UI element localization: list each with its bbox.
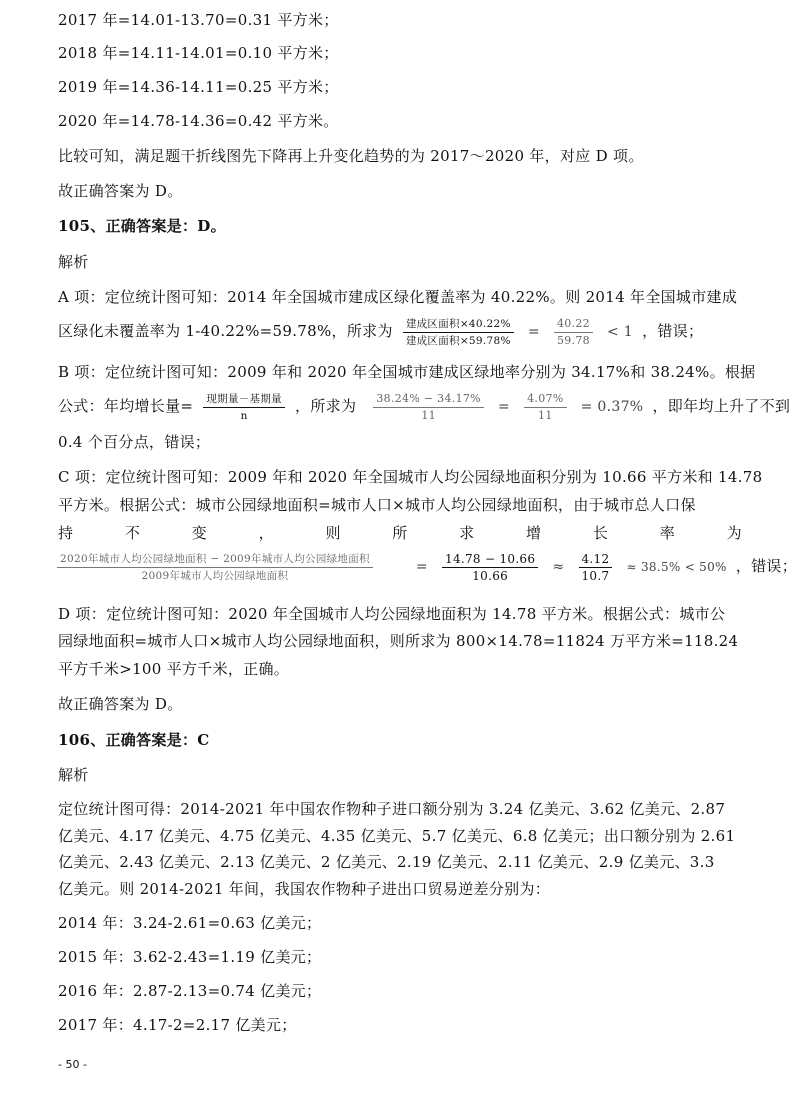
fraction-denominator: 59.78 (556, 333, 590, 347)
result-value: ≈ 38.5% < 50% (626, 560, 727, 574)
q105-option-c-fraction2 (442, 552, 538, 583)
q105-option-b-post: ，即年均上升了不到 (652, 397, 791, 415)
q105-option-d-line3: 平方千米>100 平方千米，正确。 (58, 660, 290, 678)
q105-option-b-line1: B 项：定位统计图可知：2009 年和 2020 年全国城市建成区绿地率分别为 34.17%和 38.24%。根据 (58, 363, 756, 381)
justified-char: 长 (592, 524, 609, 542)
q105-option-b-fraction2 (373, 392, 484, 423)
q105-heading: 105、正确答案是：D。 (58, 217, 226, 235)
fraction-numerator: 4.12 (579, 552, 613, 568)
equals-sign: = (527, 324, 540, 340)
justified-char: ， (258, 524, 274, 542)
q106-analysis-label: 解析 (58, 766, 89, 784)
page-number: - 50 - (58, 1058, 87, 1071)
q105-option-c-verdict: ，错误； (735, 557, 798, 575)
fraction-numerator: 现期量－基期量 (203, 392, 285, 408)
calc-2018: 2018 年=14.11-14.01=0.10 平方米； (58, 44, 339, 62)
fraction-denominator: 2009年城市人均公园绿地面积 (141, 569, 289, 582)
q105-option-c-fraction1 (57, 552, 373, 583)
fraction-numerator: 建成区面积×40.22% (403, 317, 514, 333)
q105-option-c-line3 (58, 523, 742, 543)
q105-option-a-verdict: ，错误； (642, 322, 704, 340)
q106-paragraph-line4: 亿美元。则 2014-2021 年间，我国农作物种子进出口贸易逆差分别为： (58, 880, 551, 898)
q105-option-b-line2 (58, 388, 790, 425)
q105-conclusion: 故正确答案为 D。 (58, 695, 183, 713)
comparison-text: 比较可知，满足题干折线图先下降再上升变化趋势的为 2017～2020 年，对应 D 项。 (58, 147, 644, 165)
q106-calc-2017: 2017 年：4.17-2=2.17 亿美元； (58, 1016, 297, 1034)
approx-sign: ≈ (552, 559, 565, 575)
q105-option-c-formula (52, 549, 797, 584)
q106-calc-2015: 2015 年：3.62-2.43=1.19 亿美元； (58, 948, 322, 966)
conclusion-104: 故正确答案为 D。 (58, 182, 183, 200)
q105-option-c-fraction3 (579, 552, 613, 583)
q105-option-d-line2: 园绿地面积=城市人口×城市人均公园绿地面积，则所求为 800×14.78=11824 万平方米=118.24 (58, 632, 739, 650)
equals-sign: = (415, 559, 428, 575)
justified-char: 不 (124, 524, 141, 542)
calc-2020: 2020 年=14.78-14.36=0.42 平方米。 (58, 112, 339, 130)
q106-paragraph-line2: 亿美元、4.17 亿美元、4.75 亿美元、4.35 亿美元、5.7 亿美元、6.8 亿美元；出口额分别为 2.61 (58, 827, 736, 845)
fraction-numerator: 14.78 − 10.66 (442, 552, 538, 568)
q106-heading: 106、正确答案是：C (58, 731, 210, 749)
justified-char: 则 (325, 524, 341, 542)
calc-2019: 2019 年=14.36-14.11=0.25 平方米； (58, 78, 339, 96)
justified-char: 变 (191, 524, 208, 542)
fraction-numerator: 4.07% (524, 392, 566, 408)
q105-option-c-line2: 平方米。根据公式：城市公园绿地面积=城市人口×城市人均公园绿地面积，由于城市总人口保 (58, 496, 696, 514)
q105-option-a-text: 区绿化未覆盖率为 1-40.22%=59.78%，所求为 (58, 322, 393, 340)
q105-option-b-fraction3 (524, 392, 566, 423)
less-than-one: < 1 (607, 324, 634, 340)
q106-paragraph-line3: 亿美元、2.43 亿美元、2.13 亿美元、2 亿美元、2.19 亿美元、2.11 亿美元、2.9 亿美元、3.3 (58, 853, 715, 871)
fraction-denominator: 10.66 (472, 568, 509, 583)
fraction-numerator: 2020年城市人均公园绿地面积 − 2009年城市人均公园绿地面积 (57, 552, 373, 568)
q105-option-b-mid: ，所求为 (295, 397, 357, 415)
justified-char: 所 (392, 524, 408, 542)
q105-option-b-line3: 0.4 个百分点，错误； (58, 433, 211, 451)
q105-option-c-line1: C 项：定位统计图可知：2009 年和 2020 年全国城市人均公园绿地面积分别为 10.66 平方米和 14.78 (58, 468, 763, 486)
fraction-numerator: 38.24% − 34.17% (373, 392, 484, 408)
justified-char: 率 (659, 524, 676, 542)
q106-calc-2014: 2014 年：3.24-2.61=0.63 亿美元； (58, 914, 322, 932)
fraction-numerator: 40.22 (554, 317, 593, 333)
q106-paragraph-line1: 定位统计图可得：2014-2021 年中国农作物种子进口额分别为 3.24 亿美元、3.62 亿美元、2.87 (58, 800, 726, 818)
q105-option-a-line1: A 项：定位统计图可知：2014 年全国城市建成区绿化覆盖率为 40.22%。则 2014 年全国城市建成 (58, 288, 738, 306)
growth-formula-fraction (203, 392, 285, 423)
q105-option-a-fraction2 (554, 317, 593, 348)
fraction-denominator: 11 (421, 408, 436, 422)
fraction-denominator: 10.7 (581, 568, 610, 583)
justified-char: 增 (526, 524, 542, 542)
q105-option-d-line1: D 项：定位统计图可知：2020 年全国城市人均公园绿地面积为 14.78 平方米。根据公式：城市公 (58, 605, 726, 623)
q105-option-b-text: 公式：年均增长量= (58, 397, 194, 415)
fraction-denominator: n (240, 409, 248, 422)
q105-option-a-line2 (58, 314, 703, 349)
justified-char: 求 (459, 524, 475, 542)
calc-2017: 2017 年=14.01-13.70=0.31 平方米； (58, 11, 339, 29)
q105-option-a-fraction1 (403, 317, 514, 348)
q106-calc-2016: 2016 年：2.87-2.13=0.74 亿美元； (58, 982, 322, 1000)
fraction-denominator: 11 (538, 408, 553, 422)
fraction-denominator: 建成区面积×59.78% (405, 334, 511, 347)
result-value: = 0.37% (580, 399, 644, 415)
q105-analysis-label: 解析 (58, 253, 89, 271)
justified-char: 为 (726, 524, 742, 542)
equals-sign: = (498, 399, 511, 415)
justified-char: 持 (58, 524, 74, 542)
